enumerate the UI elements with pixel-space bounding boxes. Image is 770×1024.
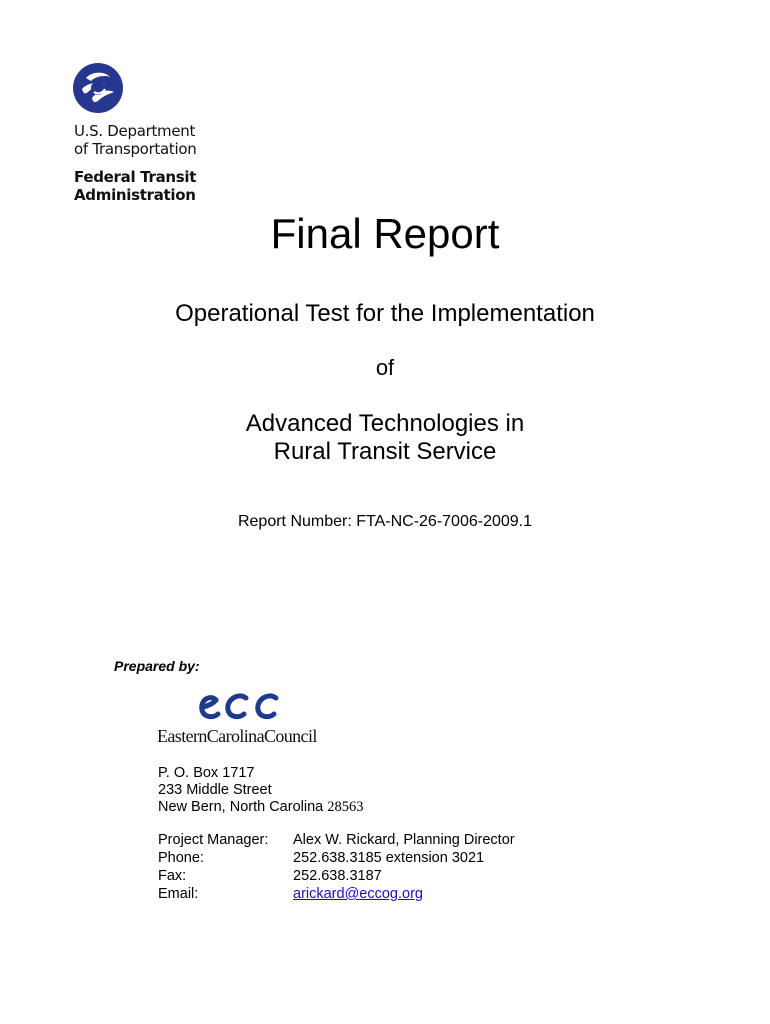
agency-line-3: Federal Transit — [74, 168, 197, 186]
report-subtitle-2: Advanced Technologies in — [245, 410, 525, 437]
report-subtitle-3: Rural Transit Service — [273, 438, 497, 465]
address-zip: 28563 — [327, 799, 364, 815]
report-title: Final Report — [270, 210, 500, 257]
contact-email-link[interactable]: arickard@eccog.org — [293, 886, 423, 902]
contact-phone-label: Phone: — [158, 850, 204, 866]
address-city-line — [158, 799, 364, 816]
contact-email-label: Email: — [158, 886, 199, 902]
prepared-by-label: Prepared by: — [114, 658, 200, 674]
contact-fax-label: Fax: — [158, 868, 187, 884]
ecc-org-name: EasternCarolinaCouncil — [157, 726, 317, 746]
report-number: Report Number: FTA-NC-26-7006-2009.1 — [237, 513, 533, 530]
contact-manager-value: Alex W. Rickard, Planning Director — [293, 832, 515, 848]
dot-logo-icon — [72, 62, 124, 114]
agency-line-1: U.S. Department — [74, 122, 196, 140]
contact-manager-label: Project Manager: — [158, 832, 269, 848]
address-line-1: P. O. Box 1717 — [158, 765, 255, 781]
ecc-logo-icon — [196, 690, 288, 724]
contact-phone-value: 252.638.3185 extension 3021 — [293, 850, 485, 866]
report-subtitle-of: of — [375, 355, 395, 380]
report-subtitle-1: Operational Test for the Implementation — [175, 300, 595, 327]
contact-fax-value: 252.638.3187 — [293, 868, 382, 884]
address-city: New Bern, North Carolina — [158, 799, 324, 815]
agency-line-4: Administration — [74, 186, 196, 204]
address-line-2: 233 Middle Street — [158, 782, 272, 798]
agency-line-2: of Transportation — [74, 140, 197, 158]
